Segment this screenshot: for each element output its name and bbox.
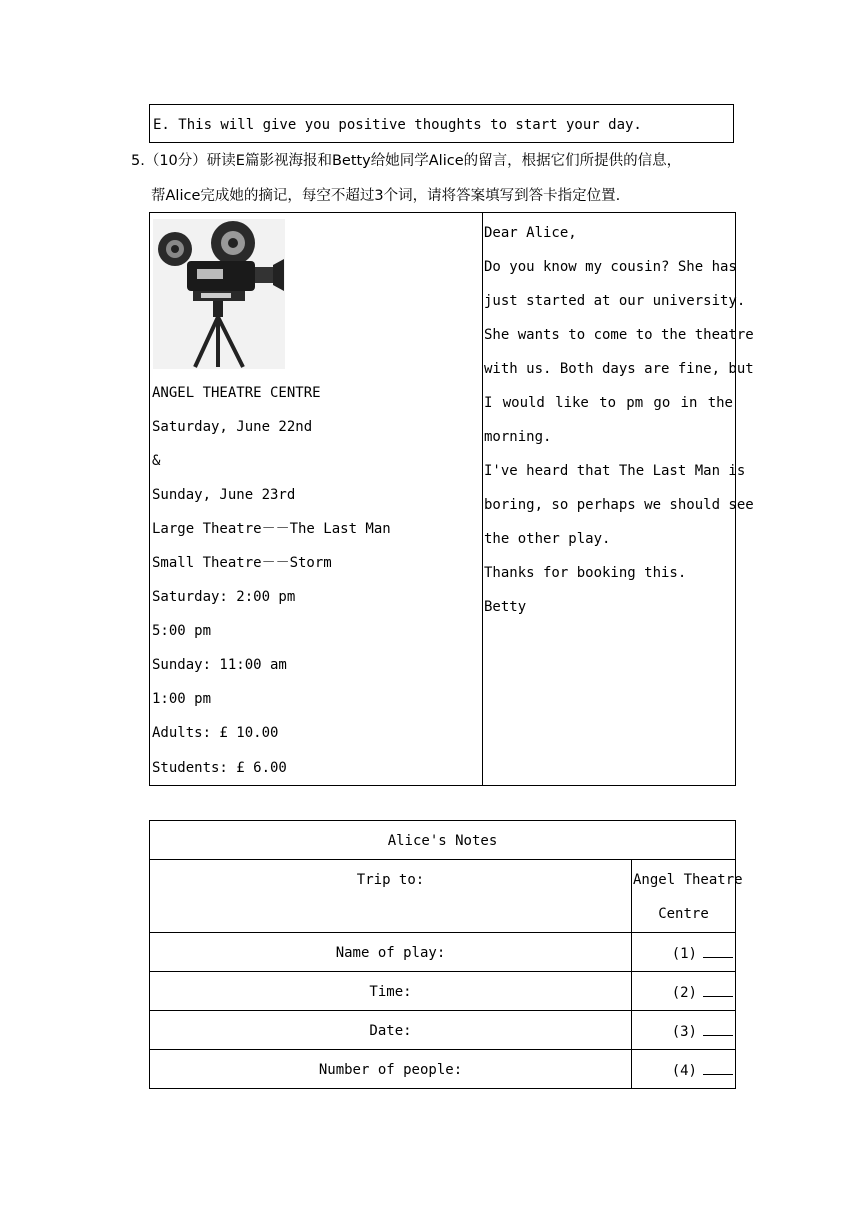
- row-divider: [150, 859, 735, 860]
- option-e-box: [149, 104, 734, 143]
- blank-line: [703, 984, 733, 997]
- letter-line: She wants to come to the theatre: [484, 327, 754, 343]
- notes-label-trip: Trip to:: [356, 872, 425, 888]
- letter-line: Do you know my cousin? She has: [484, 259, 737, 275]
- letter-line: I've heard that The Last Man is: [484, 463, 746, 479]
- poster-line: Sunday, June 23rd: [152, 487, 296, 503]
- answer-blank-1[interactable]: [632, 945, 735, 962]
- poster-line: 1:00 pm: [152, 691, 212, 707]
- poster-line: Saturday: 2:00 pm: [152, 589, 296, 605]
- row-divider: [150, 971, 735, 972]
- letter-line: I would like to pm go in the: [484, 395, 733, 411]
- film-camera-icon: [153, 219, 285, 369]
- blank-line: [703, 1023, 733, 1036]
- blank-number: (3): [671, 1024, 697, 1040]
- poster-column: [150, 213, 482, 785]
- notes-title: Alice's Notes: [387, 833, 498, 849]
- row-divider: [150, 1010, 735, 1011]
- blank-line: [703, 1062, 733, 1075]
- letter-line: Dear Alice,: [484, 225, 577, 241]
- answer-blank-2[interactable]: [632, 984, 735, 1001]
- letter-line: morning.: [484, 429, 552, 445]
- letter-line: Thanks for booking this.: [484, 565, 687, 581]
- poster-line: Large Theatre－－The Last Man: [152, 521, 391, 537]
- notes-label-people: Number of people:: [318, 1062, 463, 1078]
- poster-letter-table: [149, 212, 754, 786]
- blank-number: (1): [671, 946, 697, 962]
- poster-line: Students: £ 6.00: [152, 760, 287, 776]
- row-divider: [150, 1049, 735, 1050]
- notes-value-trip-line1: Angel Theatre: [633, 872, 743, 888]
- poster-line: Small Theatre－－Storm: [152, 555, 332, 571]
- notes-value-trip-line2: Centre: [658, 906, 709, 922]
- row-divider: [150, 932, 735, 933]
- letter-line: with us. Both days are fine, but: [484, 361, 754, 377]
- notes-label-time: Time:: [369, 984, 412, 1000]
- poster-line: &: [152, 453, 161, 469]
- question-instruction-line-1: 5.（10分）研读E篇影视海报和Betty给她同学Alice的留言，根据它们所提供的信息，: [131, 153, 682, 169]
- poster-line: Sunday: 11:00 am: [152, 657, 287, 673]
- letter-signature: Betty: [484, 599, 527, 615]
- letter-column: [483, 213, 754, 785]
- notes-label-play: Name of play:: [335, 945, 446, 961]
- poster-line: Adults: £ 10.00: [152, 725, 279, 741]
- poster-line: Saturday, June 22nd: [152, 419, 313, 435]
- answer-blank-3[interactable]: [632, 1023, 735, 1040]
- poster-line: ANGEL THEATRE CENTRE: [152, 385, 321, 401]
- notes-label-date: Date:: [369, 1023, 412, 1039]
- poster-line: 5:00 pm: [152, 623, 212, 639]
- letter-line: boring, so perhaps we should see: [484, 497, 754, 513]
- alice-notes-table: [149, 820, 743, 1089]
- blank-number: (2): [671, 985, 697, 1001]
- answer-blank-4[interactable]: [632, 1062, 735, 1079]
- option-e-text: E. This will give you positive thoughts to start your day.: [153, 117, 642, 133]
- blank-line: [703, 945, 733, 958]
- column-divider: [631, 860, 632, 1088]
- question-instruction-line-2: 帮Alice完成她的摘记，每空不超过3个词，请将答案填写到答卡指定位置.: [151, 188, 621, 204]
- letter-line: the other play.: [484, 531, 611, 547]
- blank-number: (4): [671, 1063, 697, 1079]
- letter-line: just started at our university.: [484, 293, 746, 309]
